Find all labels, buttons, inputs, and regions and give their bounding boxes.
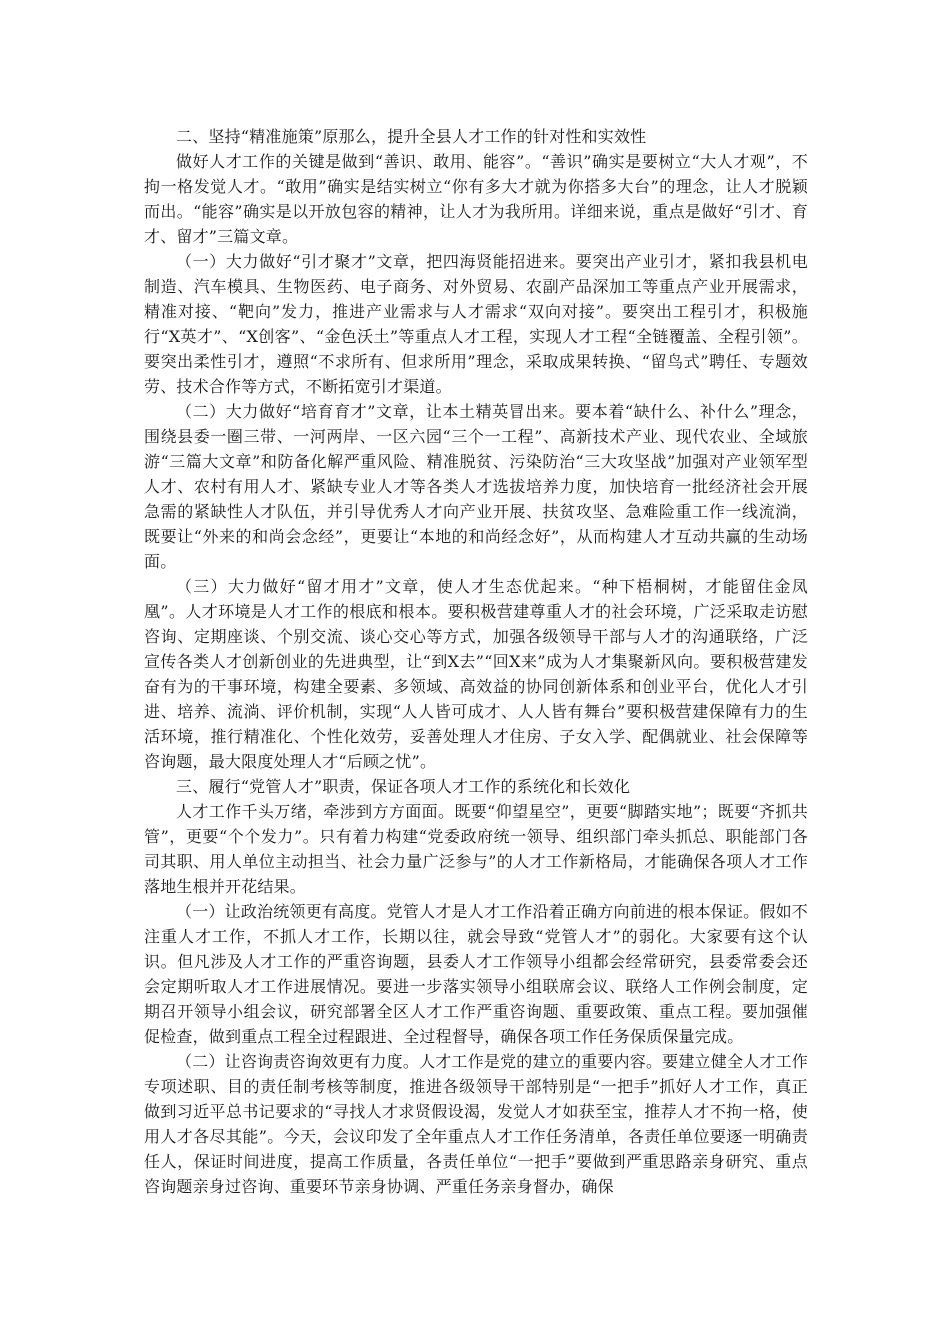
paragraph-2-2: （二）大力做好“培育育才”文章，让本土精英冒出来。要本着“缺什么、补什么”理念，围绕县委一圈三带、一河两岸、一区六园“三个一工程”、高新技术产业、现代农业、全域旅游“三篇大文章”和防备化解严重风险、精准脱贫、污染防治“三大攻坚战”加强对产业领军型人才、农村有用人才、紧缺专业人才等各类人才选拔培养力度，加快培育一批经济社会开展急需的紧缺性人才队伍，并引导优秀人才向产业开展、扶贫攻坚、急难险重工作一线流淌，既要让“外来的和尚会念经”，更要让“本地的和尚经念好”，从而构建人才互动共赢的生动场面。 bbox=[144, 402, 808, 571]
paragraph-2-1: （一）大力做好“引才聚才”文章，把四海贤能招进来。要突出产业引才，紧扣我县机电制造、汽车模具、生物医药、电子商务、对外贸易、农副产品深加工等重点产业开展需求，精准对接、“靶向”发力，推进产业需求与人才需求“双向对接”。要突出工程引才，积极施行“X英才”、“X创客”、“金色沃土”等重点人才工程，实现人才工程“全链覆盖、全程引领”。要突出柔性引才，遵照“不求所有、但求所用”理念，采取成果转换、“留鸟式”聘任、专题效劳、技术合作等方式，不断拓宽引才渠道。 bbox=[144, 252, 808, 396]
paragraph-3-1: （一）让政治统领更有高度。党管人才是人才工作沿着正确方向前进的根本保证。假如不注重人才工作，不抓人才工作，长期以往，就会导致“党管人才”的弱化。大家要有这个认识。但凡涉及人才工作的严重咨询题，县委人才工作领导小组都会经常研究，县委常委会还会定期听取人才工作进展情况。要进一步落实领导小组联席会议、联络人工作例会制度，定期召开领导小组会议，研究部署全区人才工作严重咨询题、重要政策、重点工程。要加强催促检查，做到重点工程全过程跟进、全过程督导，确保各项工作任务保质保量完成。 bbox=[144, 902, 808, 1046]
paragraph-intro-2: 做好人才工作的关键是做到“善识、敢用、能容”。“善识”确实是要树立“大人才观”，不拘一格发觉人才。“敢用”确实是结实树立“你有多大才就为你搭多大台”的理念，让人才脱颖而出。“能容”确实是以开放包容的精神，让人才为我所用。详细来说，重点是做好“引才、育才、留才”三篇文章。 bbox=[144, 152, 808, 246]
paragraph-intro-3: 人才工作千头万绪，牵涉到方方面面。既要“仰望星空”，更要“脚踏实地”；既要“齐抓共管”，更要“个个发力”。只有着力构建“党委政府统一领导、组织部门牵头抓总、职能部门各司其职、用人单位主动担当、社会力量广泛参与”的人才工作新格局，才能确保各项人才工作落地生根并开花结果。 bbox=[144, 802, 808, 896]
section-heading-3: 三、履行“党管人才”职责，保证各项人才工作的系统化和长效化 bbox=[176, 777, 631, 796]
paragraph-2-3: （三）大力做好“留才用才”文章，使人才生态优起来。“种下梧桐树，才能留住金凤凰”。人才环境是人才工作的根底和根本。要积极营建尊重人才的社会环境，广泛采取走访慰咨询、定期座谈、个别交流、谈心交心等方式，加强各级领导干部与人才的沟通联络，广泛宣传各类人才创新创业的先进典型，让“到X去”“回X来”成为人才集聚新风向。要积极营建发奋有为的干事环境，构建全要素、多领域、高效益的协同创新体系和创业平台，优化人才引进、培养、流淌、评价机制，实现“人人皆可成才、人人皆有舞台”要积极营建保障有力的生活环境，推行精准化、个性化效劳，妥善处理人才住房、子女入学、配偶就业、社会保障等咨询题，最大限度处理人才“后顾之忧”。 bbox=[144, 577, 808, 771]
section-heading-2: 二、坚持“精准施策”原那么，提升全县人才工作的针对性和实效性 bbox=[176, 127, 647, 146]
document-page bbox=[144, 124, 808, 1199]
paragraph-3-2: （二）让咨询责咨询效更有力度。人才工作是党的建立的重要内容。要建立健全人才工作专项述职、目的责任制考核等制度，推进各级领导干部特别是“一把手”抓好人才工作，真正做到习近平总书记要求的“寻找人才求贤假设渴，发觉人才如获至宝，推荐人才不拘一格，使用人才各尽其能”。今天，会议印发了全年重点人才工作任务清单，各责任单位要逐一明确责任人，保证时间进度，提高工作质量，各责任单位“一把手”要做到严重思路亲身研究、重点咨询题亲身过咨询、重要环节亲身协调、严重任务亲身督办，确保 bbox=[144, 1052, 808, 1196]
